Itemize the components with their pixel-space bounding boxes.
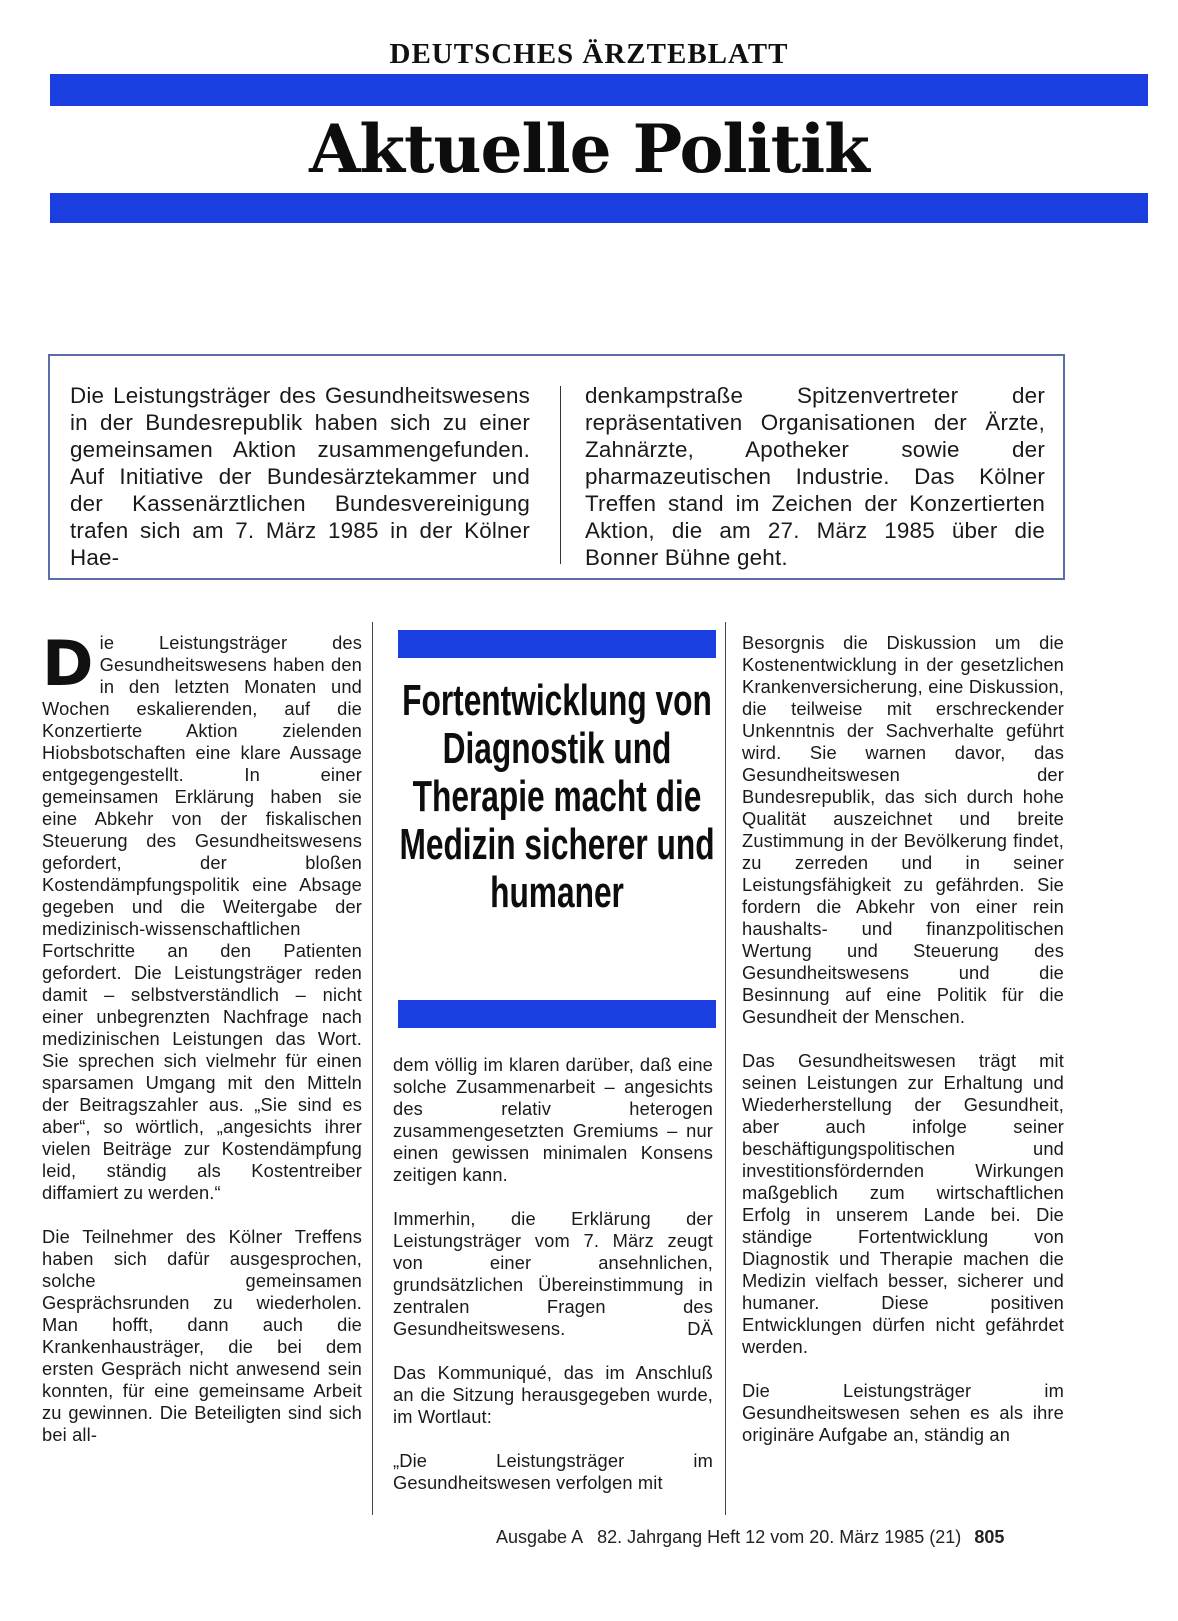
author-signature: DÄ [687, 1318, 713, 1339]
headline-box [399, 676, 715, 917]
paragraph: Das Kommuniqué, das im Anschluß an die Sitzung herausgegeben wurde, im Wortlaut: [393, 1362, 713, 1427]
headline: Fortentwicklung von Diagnostik und Therapie macht die Medizin sicherer und humaner [399, 676, 715, 917]
paragraph: Das Gesundheitswesen trägt mit seinen Leistungen zur Erhaltung und Wiederherstellung der Gesundheit, aber auch infolge seiner beschäftigungspolitischen und investitionsfördernden Wirkungen maßgeblich zum wirtschaftlichen Erfolg in unserem Lande bei. Die ständige Fortentwicklung von Diagnostik und Therapie machen die Medizin vielfach besser, sicherer und humaner. Diese positiven Entwicklungen dürfen nicht gefährdet werden. [742, 1050, 1064, 1357]
headline-blue-band-top [398, 630, 716, 658]
page-footer [496, 1527, 1056, 1548]
article-column-2 [393, 1054, 713, 1516]
intro-text-right: denkampstraße Spitzenvertreter der repräsentativen Organisationen der Ärzte, Zahnärzte, Apotheker sowie der pharmazeutischen Industrie. Das Kölner Treffen stand im Zeichen der Konzertierten Aktion, die am 27. März 1985 über die Bonner Bühne geht. [585, 383, 1045, 570]
masthead: DEUTSCHES ÄRZTEBLATT [389, 38, 789, 70]
section-title: Aktuelle Politik [309, 110, 869, 188]
column-rule [725, 622, 726, 1515]
paragraph: dem völlig im klaren darüber, daß eine solche Zusammenarbeit – angesichts des relativ heterogen zusammengesetzten Gremiums – nur einen gewissen minimalen Konsens zeitigen kann. [393, 1054, 713, 1185]
intro-divider [560, 386, 561, 564]
article-column-3 [742, 632, 1064, 1468]
paragraph [42, 627, 362, 1204]
paragraph: „Die Leistungsträger im Gesundheitswesen verfolgen mit [393, 1450, 713, 1493]
paragraph: Die Teilnehmer des Kölner Treffens haben sich dafür ausgesprochen, solche gemeinsamen Gesprächsrunden zu wiederholen. Man hofft, dann auch die Krankenhausträger, die bei dem ersten Gespräch nicht anwesend sein konnten, für eine gemeinsame Arbeit zu gewinnen. Die Beteiligten sind sich bei all- [42, 1226, 362, 1445]
paragraph: Die Leistungsträger im Gesundheitswesen sehen es als ihre originäre Aufgabe an, ständig an [742, 1380, 1064, 1445]
column-rule [372, 622, 373, 1515]
header-blue-band-top [50, 74, 1148, 106]
article-column-1 [42, 627, 362, 1468]
header-blue-band-bottom [50, 193, 1148, 223]
paragraph-text: ie Leistungsträger des Gesundheitswesens haben den in den letzten Monaten und Wochen eskalierenden, auf die Konzertierte Aktion zielenden Hiobsbotschaften eine klare Aussage entgegengestellt. In einer gemeinsamen Erklärung haben sie eine Abkehr von der fiskalischen Steuerung des Gesundheitswesens gefordert, der bloßen Kostendämpfungspolitik eine Absage gegeben und die Weitergabe der medizinisch-wissenschaftlichen Fortschritte an den Patienten gefordert. Die Leistungsträger reden damit – selbstverständlich – nicht einer unbegrenzten Nachfrage nach medizinischen Leistungen das Wort. Sie sprechen sich vielmehr für einen sparsamen Umgang mit den Mitteln der Beitragszahler aus. „Sie sind es aber“, so wörtlich, „angesichts ihrer vielen Beiträge zur Kostendämpfung leid, ständig als Kostentreiber diffamiert zu werden.“ [42, 632, 362, 1203]
intro-text-left: Die Leistungsträger des Gesundheitswesens in der Bundesrepublik haben sich zu einer gemeinsamen Aktion zusammengefunden. Auf Initiative der Bundesärztekammer und der Kassenärztlichen Bundesvereinigung trafen sich am 7. März 1985 in der Kölner Hae- [70, 383, 530, 570]
issue-info: Ausgabe A 82. Jahrgang Heft 12 vom 20. März 1985 (21) [496, 1527, 962, 1547]
headline-blue-band-bottom [398, 1000, 716, 1028]
paragraph: Besorgnis die Diskussion um die Kostenentwicklung in der gesetzlichen Krankenversicherung, eine Diskussion, die teilweise mit erschreckender Unkenntnis der Sachverhalte geführt wird. Sie warnen davor, das Gesundheitswesen der Bundesrepublik, das sich durch hohe Qualität auszeichnet und breite Zustimmung in der Bevölkerung findet, zu zerreden und in seiner Leistungsfähigkeit zu gefährden. Sie fordern die Abkehr von einer rein haushalts- und finanzpolitischen Wertung und Steuerung des Gesundheitswesens und die Besinnung auf eine Politik für die Gesundheit der Menschen. [742, 632, 1064, 1027]
page-number: 805 [974, 1527, 1005, 1547]
paragraph [393, 1208, 713, 1340]
drop-cap: D [42, 627, 94, 700]
paragraph-text: Immerhin, die Erklärung der Leistungsträger vom 7. März zeugt von einer ansehnlichen, grundsätzlichen Übereinstimmung in zentralen Fragen des Gesundheitswesens. [393, 1208, 713, 1339]
